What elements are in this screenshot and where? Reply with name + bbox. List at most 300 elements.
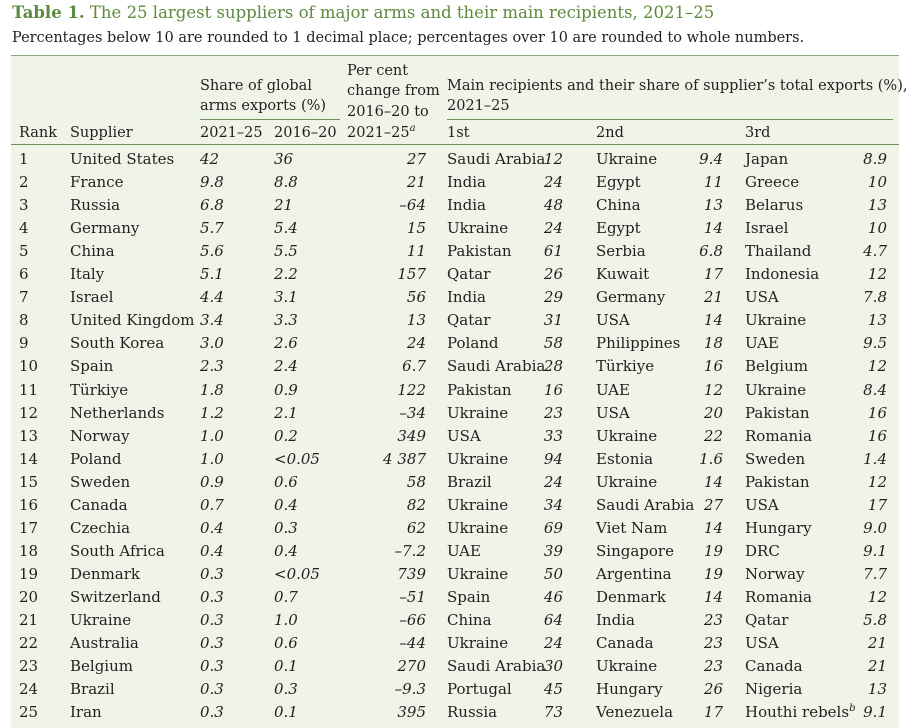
second-share-cell: 22 [703,426,723,445]
supplier-cell: South Africa [70,541,165,560]
third-share-cell: 16 [867,403,887,422]
share-2016-20-cell: 0.6 [274,634,298,653]
change-cell: 395 [397,703,426,722]
rank-cell: 10 [19,357,39,376]
share-2016-20-cell: <0.05 [274,449,320,468]
share-2016-20-cell: 1.0 [274,611,298,629]
third-recipient-cell: DRC [745,541,780,560]
share-2016-20-cell: 0.1 [274,703,298,722]
second-recipient-cell: Serbia [596,242,646,261]
supplier-cell: Türkiye [70,380,129,399]
first-share-cell: 29 [543,288,563,307]
first-share-cell: 30 [543,657,563,676]
second-recipient-cell: Viet Nam [596,518,668,537]
second-recipient-cell: Philippines [596,334,681,353]
share-2016-20-cell: 3.3 [274,311,298,330]
table-title [12,3,714,22]
share-2021-25-cell: 6.8 [200,196,224,215]
rank-cell: 21 [19,611,39,629]
rank-cell: 24 [19,680,39,699]
supplier-cell: Spain [70,357,114,376]
first-recipient-cell: Saudi Arabia [447,150,546,168]
table-number: Table 1. [12,3,85,22]
first-share-cell: 16 [543,380,563,399]
share-2016-20-cell: 0.3 [274,680,298,699]
share-2021-25-cell: 5.7 [200,219,224,238]
first-share-cell: 64 [543,611,563,629]
first-share-cell: 28 [543,357,563,376]
third-recipient-cell: Pakistan [745,472,810,491]
second-share-cell: 14 [703,311,723,330]
rank-cell: 3 [19,196,29,215]
second-share-cell: 21 [703,288,723,307]
share-2016-20-cell: 3.1 [274,288,298,307]
first-recipient-cell: Ukraine [447,403,509,422]
second-recipient-cell: Ukraine [596,150,658,168]
second-share-cell: 14 [703,472,723,491]
third-share-cell: 12 [867,265,887,284]
share-2016-20-cell: 36 [274,150,294,168]
share-2016-20-cell: 0.2 [274,426,298,445]
change-cell: 58 [406,472,426,491]
rank-cell: 9 [19,334,29,353]
header-supplier: Supplier [70,125,133,141]
share-2016-20-cell: 0.6 [274,472,298,491]
second-share-cell: 19 [703,564,723,583]
third-recipient-cell: Japan [745,150,789,168]
second-recipient-cell: USA [596,311,630,330]
share-2021-25-cell: 0.3 [200,657,224,676]
supplier-cell: Germany [70,219,140,238]
header-share-line1: Share of global [200,78,312,94]
change-cell: –34 [399,403,426,422]
third-share-cell: 17 [867,495,887,514]
first-recipient-cell: UAE [447,541,481,560]
supplier-cell: Italy [70,265,105,284]
second-recipient-cell: USA [596,403,630,422]
change-cell: 4 387 [383,449,426,468]
rank-cell: 19 [19,564,39,583]
first-share-cell: 33 [543,426,563,445]
second-recipient-cell: Ukraine [596,657,658,676]
first-recipient-cell: Poland [447,334,499,353]
first-recipient-cell: Ukraine [447,495,509,514]
third-share-cell: 12 [867,587,887,606]
supplier-cell: Belgium [70,657,133,676]
second-share-cell: 26 [703,680,723,699]
share-2021-25-cell: 0.3 [200,634,224,653]
supplier-cell: Israel [70,288,114,307]
third-recipient-cell: Canada [745,657,803,676]
second-recipient-cell: UAE [596,380,630,399]
first-recipient-cell: India [447,196,486,215]
third-recipient-cell: Hungary [745,518,812,537]
first-recipient-cell: Qatar [447,265,491,284]
share-2021-25-cell: 0.4 [200,518,224,537]
supplier-cell: France [70,173,124,192]
share-2021-25-cell: 0.7 [200,495,224,514]
second-recipient-cell: Ukraine [596,426,658,445]
share-2021-25-cell: 0.3 [200,611,224,629]
header-bottom-rule [11,144,899,145]
first-share-cell: 24 [543,219,563,238]
header-rank: Rank [19,125,58,141]
second-share-cell: 11 [703,173,723,192]
share-2021-25-cell: 5.1 [200,265,224,284]
second-share-cell: 16 [703,357,723,376]
rank-cell: 11 [19,380,39,399]
table-subtitle: Percentages below 10 are rounded to 1 decimal place; percentages over 10 are rounded to whole numbers. [12,30,805,46]
supplier-cell: Canada [70,495,128,514]
first-share-cell: 39 [543,541,563,560]
share-2021-25-cell: 3.0 [200,334,224,353]
third-share-cell: 21 [867,657,887,676]
third-recipient-cell: Sweden [745,449,806,468]
rank-cell: 18 [19,541,39,560]
share-2016-20-cell: 0.7 [274,587,298,606]
header-change-line3: 2016–20 to [347,104,429,120]
third-recipient-cell: Greece [745,173,800,192]
share-2021-25-cell: 0.3 [200,587,224,606]
share-2016-20-cell: 2.6 [274,334,298,353]
third-recipient-cell: UAE [745,334,779,353]
supplier-cell: Ukraine [70,611,132,629]
rank-cell: 8 [19,311,29,330]
header-change-line4 [347,124,416,143]
first-recipient-cell: Spain [447,587,491,606]
change-cell: 349 [397,426,426,445]
rank-cell: 25 [19,703,39,722]
third-share-cell: 9.1 [863,703,887,722]
first-recipient-cell: Ukraine [447,634,509,653]
header-recipients-line2: 2021–25 [447,98,510,114]
third-recipient-cell: Norway [745,564,805,583]
change-cell: –66 [399,611,426,629]
header-second: 2nd [596,125,624,141]
rank-cell: 15 [19,472,39,491]
third-recipient-cell: Ukraine [745,380,807,399]
third-recipient-cell [745,703,855,722]
second-recipient-cell: Saudi Arabia [596,495,695,514]
second-share-cell: 23 [703,657,723,676]
second-share-cell: 23 [703,611,723,629]
third-recipient-cell: Pakistan [745,403,810,422]
share-2016-20-cell: 2.1 [274,403,298,422]
third-share-cell: 9.5 [863,334,887,353]
change-cell: 122 [397,380,426,399]
second-share-cell: 14 [703,219,723,238]
third-share-cell: 10 [867,173,887,192]
first-recipient-cell: Portugal [447,680,512,699]
first-recipient-cell: China [447,611,492,629]
second-share-cell: 19 [703,541,723,560]
change-cell: 739 [397,564,426,583]
change-cell: 82 [406,495,426,514]
share-2021-25-cell: 0.3 [200,564,224,583]
third-share-cell: 9.0 [863,518,887,537]
share-2016-20-cell: 2.2 [274,265,298,284]
first-share-cell: 61 [543,242,563,261]
third-share-cell: 5.8 [863,611,887,629]
share-header-rule [200,119,340,120]
share-2016-20-cell: 21 [274,196,294,215]
third-recipient-cell: Belarus [745,196,804,215]
share-2016-20-cell: 0.9 [274,380,298,399]
table-box [11,55,908,728]
third-share-cell: 9.1 [863,541,887,560]
share-2021-25-cell: 1.0 [200,426,224,445]
first-recipient-cell: Saudi Arabia [447,357,546,376]
rank-cell: 16 [19,495,39,514]
first-share-cell: 24 [543,634,563,653]
third-recipient-cell: Belgium [745,357,808,376]
change-cell: –51 [399,587,426,606]
second-share-cell: 17 [703,703,723,722]
second-recipient-cell: Kuwait [596,265,650,284]
change-cell: 27 [406,150,426,168]
first-recipient-cell: Russia [447,703,498,722]
third-share-cell: 7.7 [863,564,887,583]
supplier-cell: Sweden [70,472,131,491]
header-first: 1st [447,125,470,141]
rank-cell: 1 [19,150,29,168]
second-share-cell: 1.6 [699,449,723,468]
first-recipient-cell: India [447,288,486,307]
third-share-cell: 16 [867,426,887,445]
second-recipient-cell: Ukraine [596,472,658,491]
third-share-cell: 13 [867,680,887,699]
supplier-cell: Norway [70,426,130,445]
first-recipient-cell: Pakistan [447,380,512,399]
first-recipient-cell: India [447,173,486,192]
share-2016-20-cell: 8.8 [274,173,298,192]
second-share-cell: 14 [703,518,723,537]
header-change-line1: Per cent [347,63,409,79]
first-recipient-cell: Qatar [447,311,491,330]
header-recipients-line1: Main recipients and their share of supplier’s total exports (%), [447,78,908,94]
rank-cell: 4 [19,219,29,238]
rank-cell: 5 [19,242,29,261]
note-b-marker: b [849,703,856,715]
second-recipient-cell: Argentina [596,564,672,583]
supplier-cell: Brazil [70,680,115,699]
first-share-cell: 26 [543,265,563,284]
share-2016-20-cell: 5.4 [274,219,298,238]
share-2021-25-cell: 42 [200,150,220,168]
first-share-cell: 46 [543,587,563,606]
first-share-cell: 58 [543,334,563,353]
third-recipient-cell: Romania [745,587,812,606]
first-share-cell: 50 [543,564,563,583]
second-share-cell: 23 [703,634,723,653]
change-cell: 21 [406,173,426,192]
second-recipient-cell: Denmark [596,587,666,606]
second-share-cell: 9.4 [699,150,723,168]
supplier-cell: South Korea [70,334,165,353]
change-cell: 56 [406,288,426,307]
third-recipient-cell: Qatar [745,611,789,629]
header-third: 3rd [745,125,771,141]
second-recipient-cell: Egypt [596,173,641,192]
first-share-cell: 69 [543,518,563,537]
supplier-cell: United Kingdom [70,311,195,330]
rank-cell: 13 [19,426,39,445]
second-share-cell: 14 [703,587,723,606]
first-recipient-cell: USA [447,426,481,445]
first-share-cell: 45 [543,680,563,699]
third-recipient-cell: Thailand [745,242,812,261]
second-recipient-cell: China [596,196,641,215]
third-share-cell: 10 [867,219,887,238]
share-2016-20-cell: <0.05 [274,564,320,583]
supplier-cell: Poland [70,449,122,468]
first-share-cell: 73 [543,703,563,722]
supplier-cell: Russia [70,196,121,215]
second-recipient-cell: Canada [596,634,654,653]
first-recipient-cell: Ukraine [447,449,509,468]
share-2016-20-cell: 0.1 [274,657,298,676]
rank-cell: 12 [19,403,39,422]
change-cell: –7.2 [394,541,426,560]
first-recipient-cell: Brazil [447,472,492,491]
rank-cell: 7 [19,288,29,307]
third-share-cell: 7.8 [863,288,887,307]
second-share-cell: 20 [703,403,723,422]
supplier-cell: Czechia [70,518,131,537]
header-change-years: 2021–25 [347,125,410,141]
second-share-cell: 13 [703,196,723,215]
third-recipient-name: Houthi rebels [745,703,850,722]
share-2021-25-cell: 0.4 [200,541,224,560]
supplier-cell: Iran [70,703,102,722]
share-2016-20-cell: 2.4 [274,357,298,376]
share-2021-25-cell: 0.3 [200,703,224,722]
third-share-cell: 21 [867,634,887,653]
third-recipient-cell: USA [745,288,779,307]
supplier-cell: Netherlands [70,403,165,422]
first-share-cell: 31 [543,311,563,330]
third-recipient-cell: Nigeria [745,680,803,699]
second-recipient-cell: Hungary [596,680,663,699]
table-title-text: The 25 largest suppliers of major arms and their main recipients, 2021–25 [89,3,715,22]
share-2021-25-cell: 3.4 [200,311,224,330]
share-2021-25-cell: 1.2 [200,403,224,422]
share-2021-25-cell: 0.3 [200,680,224,699]
change-cell: –9.3 [394,680,426,699]
second-share-cell: 17 [703,265,723,284]
note-a-marker: a [409,123,416,135]
third-share-cell: 12 [867,357,887,376]
rank-cell: 6 [19,265,29,284]
third-share-cell: 4.7 [863,242,887,261]
second-recipient-cell: Türkiye [596,357,655,376]
third-recipient-cell: Israel [745,219,789,238]
second-share-cell: 12 [703,380,723,399]
first-share-cell: 34 [543,495,563,514]
change-cell: 11 [406,242,426,261]
share-2016-20-cell: 0.4 [274,495,298,514]
third-share-cell: 1.4 [863,449,887,468]
change-cell: 157 [397,265,426,284]
first-share-cell: 48 [543,196,563,215]
first-recipient-cell: Ukraine [447,564,509,583]
change-cell: 15 [406,219,426,238]
second-recipient-cell: Estonia [596,449,654,468]
third-recipient-cell: USA [745,495,779,514]
first-share-cell: 94 [543,449,563,468]
supplier-cell: Switzerland [70,587,161,606]
third-recipient-cell: USA [745,634,779,653]
rank-cell: 22 [19,634,39,653]
share-2021-25-cell: 4.4 [200,288,224,307]
supplier-cell: Denmark [70,564,140,583]
supplier-cell: Australia [70,634,139,653]
change-cell: 6.7 [402,357,426,376]
rank-cell: 17 [19,518,39,537]
first-share-cell: 23 [543,403,563,422]
change-cell: –44 [399,634,426,653]
rank-cell: 14 [19,449,39,468]
change-cell: 270 [397,657,426,676]
second-share-cell: 18 [703,334,723,353]
change-cell: 62 [406,518,426,537]
header-change-line2: change from [347,83,440,99]
share-2021-25-cell: 1.0 [200,449,224,468]
third-share-cell: 12 [867,472,887,491]
third-recipient-cell: Romania [745,426,812,445]
share-2021-25-cell: 0.9 [200,472,224,491]
first-share-cell: 24 [543,173,563,192]
first-recipient-cell: Ukraine [447,219,509,238]
second-recipient-cell: Germany [596,288,666,307]
supplier-cell: China [70,242,115,261]
share-2021-25-cell: 1.8 [200,380,224,399]
share-2016-20-cell: 0.4 [274,541,298,560]
third-share-cell: 8.4 [863,380,887,399]
header-share-2021-25: 2021–25 [200,125,263,141]
third-share-cell: 13 [867,196,887,215]
first-recipient-cell: Ukraine [447,518,509,537]
supplier-cell: United States [70,150,175,168]
share-2016-20-cell: 0.3 [274,518,298,537]
change-cell: 13 [406,311,426,330]
share-2016-20-cell: 5.5 [274,242,298,261]
second-recipient-cell: Singapore [596,541,674,560]
rank-cell: 20 [19,587,39,606]
first-recipient-cell: Saudi Arabia [447,657,546,676]
third-share-cell: 8.9 [863,150,887,168]
share-2021-25-cell: 9.8 [200,173,224,192]
recipients-header-rule [447,119,893,120]
rank-cell: 2 [19,173,29,192]
first-share-cell: 24 [543,472,563,491]
share-2021-25-cell: 2.3 [200,357,224,376]
third-share-cell: 13 [867,311,887,330]
first-share-cell: 12 [543,150,563,168]
second-recipient-cell: Venezuela [596,703,674,722]
header-share-line2: arms exports (%) [200,98,327,114]
second-share-cell: 6.8 [699,242,723,261]
rank-cell: 23 [19,657,39,676]
first-recipient-cell: Pakistan [447,242,512,261]
third-recipient-cell: Ukraine [745,311,807,330]
third-recipient-cell: Indonesia [745,265,820,284]
second-recipient-cell: Egypt [596,219,641,238]
share-2021-25-cell: 5.6 [200,242,224,261]
change-cell: –64 [399,196,426,215]
header-share-2016-20: 2016–20 [274,125,337,141]
second-share-cell: 27 [703,495,723,514]
